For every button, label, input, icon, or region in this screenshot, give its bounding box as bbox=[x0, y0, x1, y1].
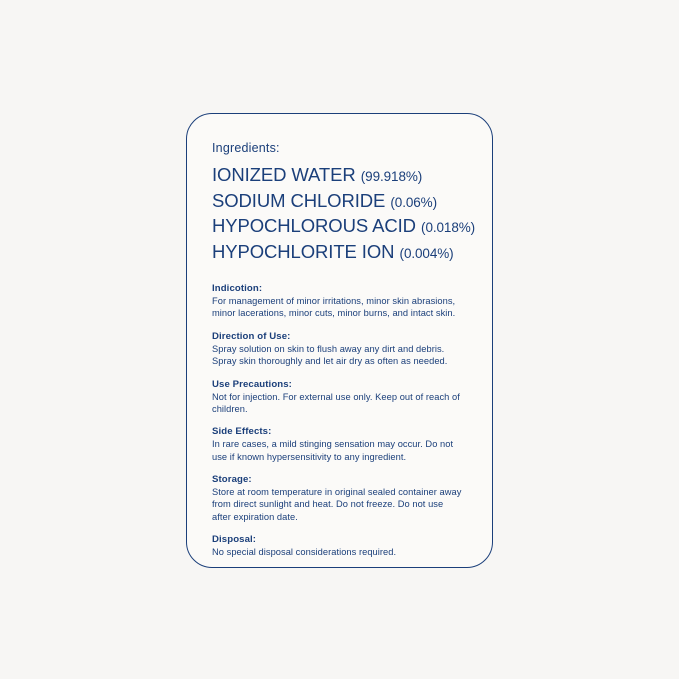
section-body: Not for injection. For external use only. Keep out of reach of children. bbox=[212, 391, 460, 414]
ingredient-row bbox=[212, 162, 470, 188]
section-indication bbox=[212, 283, 470, 320]
section-title: Storage: bbox=[212, 473, 252, 485]
section-storage bbox=[212, 474, 470, 523]
ingredient-percent: (0.06%) bbox=[390, 194, 437, 210]
section-title: Direction of Use: bbox=[212, 330, 291, 342]
ingredients-heading: Ingredients: bbox=[212, 141, 280, 155]
section-body: In rare cases, a mild stinging sensation may occur. Do not use if known hypersensitivity to any ingredient. bbox=[212, 439, 454, 462]
ingredient-name: IONIZED WATER bbox=[212, 164, 356, 185]
section-title: Side Effects: bbox=[212, 426, 272, 438]
label-content bbox=[212, 141, 476, 558]
section-use-precautions bbox=[212, 379, 470, 416]
ingredient-name: HYPOCHLOROUS ACID bbox=[212, 215, 416, 237]
section-disposal bbox=[212, 534, 470, 558]
ingredient-percent: (0.018%) bbox=[421, 220, 476, 236]
ingredient-name: HYPOCHLORITE ION bbox=[212, 240, 395, 262]
section-body: For management of minor irritations, minor skin abrasions, minor lacerations, minor cuts, minor burns, and intact skin. bbox=[212, 296, 456, 319]
section-direction-of-use bbox=[212, 331, 470, 368]
ingredient-percent: (99.918%) bbox=[360, 169, 423, 184]
ingredient-name: SODIUM CHLORIDE bbox=[212, 189, 386, 211]
ingredients-list bbox=[212, 162, 476, 264]
section-body: No special disposal considerations required. bbox=[212, 547, 397, 558]
section-body: Store at room temperature in original sealed container away from direct sunlight and heat. Do not freeze. Do not use after expiration date. bbox=[212, 486, 462, 522]
ingredient-percent: (0.004%) bbox=[399, 245, 454, 261]
section-title: Disposal: bbox=[212, 534, 257, 546]
ingredient-row bbox=[212, 188, 470, 214]
section-title: Indicotion: bbox=[212, 283, 263, 295]
section-body: Spray solution on skin to flush away any dirt and debris. Spray skin thoroughly and let air dry as often as needed. bbox=[212, 343, 448, 367]
section-side-effects bbox=[212, 426, 470, 463]
label-sections bbox=[212, 283, 470, 558]
section-title: Use Precautions: bbox=[212, 378, 292, 390]
ingredient-row bbox=[212, 213, 476, 239]
ingredient-row bbox=[212, 239, 470, 265]
product-label-card bbox=[186, 113, 493, 568]
